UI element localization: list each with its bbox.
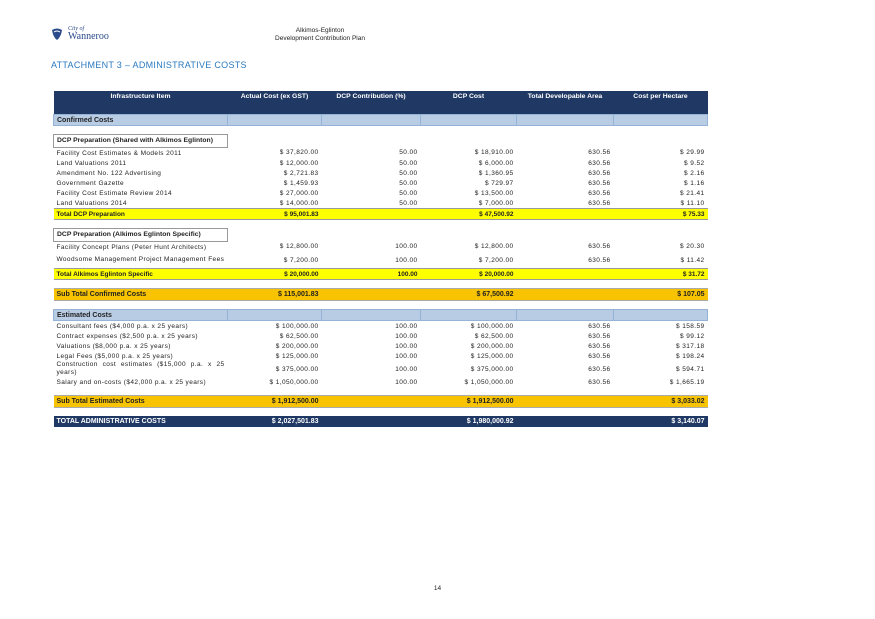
empty-cell	[421, 408, 517, 417]
empty-cell	[228, 387, 322, 396]
table-cell: Actual Cost (ex GST)	[240, 93, 309, 100]
empty-cell	[421, 229, 517, 242]
empty-cell	[322, 280, 421, 289]
spacer-row	[54, 408, 708, 417]
table-row	[54, 188, 708, 198]
admin-costs-table	[53, 91, 708, 427]
table-cell: Facility Cost Estimates & Models 2011	[56, 149, 182, 157]
table-cell: 630.56	[588, 378, 611, 386]
table-cell: Sub Total Confirmed Costs	[54, 289, 228, 301]
table-cell	[322, 289, 421, 301]
table-cell	[517, 289, 614, 301]
table-cell: $ 594.71	[675, 365, 705, 373]
empty-cell	[614, 387, 708, 396]
table-cell	[322, 416, 421, 427]
table-row	[54, 198, 708, 209]
table-cell: $ 107.05	[614, 289, 708, 301]
table-cell: 630.56	[588, 352, 611, 360]
empty-cell	[614, 408, 708, 417]
table-cell: 50.00	[399, 149, 418, 157]
table-cell: $ 1,050,000.00	[464, 378, 514, 386]
empty-cell	[54, 301, 228, 310]
col-header	[228, 91, 322, 115]
table-cell: $ 1,980,000.92	[421, 416, 517, 427]
table-cell: $ 3,140.07	[614, 416, 708, 427]
table-cell: $ 67,500.92	[421, 289, 517, 301]
table-row	[54, 351, 708, 361]
table-cell: $ 62,500.00	[474, 332, 514, 340]
table-cell: 630.56	[588, 243, 611, 251]
grand-total-row	[54, 416, 708, 427]
empty-cell	[614, 280, 708, 289]
city-crest-icon	[50, 27, 64, 41]
table-cell: 50.00	[399, 169, 418, 177]
table-cell: $ 1,050,000.00	[269, 378, 319, 386]
table-cell: $ 1.16	[684, 179, 705, 187]
table-cell: $ 21.41	[680, 189, 705, 197]
table-cell: $ 2,027,501.83	[228, 416, 322, 427]
table-cell: 50.00	[399, 159, 418, 167]
table-row	[54, 158, 708, 168]
empty-cell	[517, 387, 614, 396]
table-cell: $ 317.18	[675, 342, 705, 350]
empty-cell	[322, 126, 421, 135]
empty-cell	[228, 126, 322, 135]
table-row	[54, 252, 708, 269]
table-cell: $ 11.42	[680, 256, 705, 264]
table-cell: Legal Fees ($5,000 p.a. x 25 years)	[56, 352, 174, 360]
table-cell: $ 37,820.00	[279, 149, 319, 157]
table-cell: $ 95,001.83	[228, 209, 322, 220]
table-cell: TOTAL ADMINISTRATIVE COSTS	[54, 416, 228, 427]
empty-cell	[614, 126, 708, 135]
empty-cell	[517, 220, 614, 229]
empty-cell	[228, 301, 322, 310]
empty-cell	[517, 408, 614, 417]
doc-title: Alkimos-Eglinton	[295, 27, 345, 34]
table-cell: $ 1,912,500.00	[228, 396, 322, 408]
empty-cell	[517, 135, 614, 148]
group-heading-row	[54, 229, 708, 242]
table-cell: Land Valuations 2014	[56, 199, 127, 207]
spacer-row	[54, 280, 708, 289]
table-cell: $ 29.99	[680, 149, 705, 157]
table-cell: $ 115,001.83	[228, 289, 322, 301]
table-cell: Sub Total Estimated Costs	[54, 396, 228, 408]
total-row	[54, 269, 708, 280]
table-cell: $ 729.97	[484, 179, 514, 187]
empty-cell	[614, 220, 708, 229]
table-cell	[322, 209, 421, 220]
subtotal-row	[54, 396, 708, 408]
empty-cell	[421, 301, 517, 310]
table-cell: 100.00	[395, 332, 418, 340]
table-cell: $ 11.10	[680, 199, 705, 207]
spacer-row	[54, 126, 708, 135]
table-cell: Valuations ($8,000 p.a. x 25 years)	[56, 342, 171, 350]
empty-cell	[517, 126, 614, 135]
table-cell: 630.56	[588, 365, 611, 373]
table-cell: $ 12,800.00	[474, 243, 514, 251]
table-cell: $ 13,500.00	[474, 189, 514, 197]
empty-cell	[322, 229, 421, 242]
table-cell: 50.00	[399, 199, 418, 207]
table-cell: $ 200,000.00	[275, 342, 319, 350]
table-cell: $ 31.72	[614, 269, 708, 280]
logo-line1: City of	[68, 26, 85, 32]
table-cell: $ 20.30	[680, 243, 705, 251]
empty-cell	[421, 115, 517, 126]
empty-cell	[322, 408, 421, 417]
table-cell: 630.56	[588, 342, 611, 350]
empty-cell	[614, 135, 708, 148]
table-cell: $ 6,000.00	[478, 159, 514, 167]
empty-cell	[421, 220, 517, 229]
table-cell: $ 2.16	[684, 169, 705, 177]
table-cell: 630.56	[588, 159, 611, 167]
col-header: DCP Cost	[421, 91, 517, 115]
empty-cell	[54, 387, 228, 396]
table-cell: $ 47,500.92	[421, 209, 517, 220]
table-row	[54, 331, 708, 341]
table-cell: $ 1,360.95	[478, 169, 514, 177]
table-cell: $ 1,912,500.00	[421, 396, 517, 408]
empty-cell	[322, 301, 421, 310]
empty-cell	[54, 408, 228, 417]
table-cell: 630.56	[588, 332, 611, 340]
empty-cell	[614, 301, 708, 310]
col-header: Cost per Hectare	[614, 91, 708, 115]
empty-cell	[517, 229, 614, 242]
empty-cell	[54, 126, 228, 135]
section-row	[54, 310, 708, 321]
table-cell: 630.56	[588, 322, 611, 330]
subtotal-row	[54, 289, 708, 301]
table-row	[54, 377, 708, 387]
table-cell: Facility Concept Plans (Peter Hunt Architects)	[56, 243, 207, 251]
city-logo	[50, 26, 109, 42]
section-row	[54, 115, 708, 126]
empty-cell	[322, 387, 421, 396]
empty-cell	[517, 280, 614, 289]
table-cell	[322, 396, 421, 408]
table-cell	[517, 209, 614, 220]
table-cell: $ 125,000.00	[470, 352, 514, 360]
table-cell: $ 99.12	[680, 332, 705, 340]
empty-cell	[322, 220, 421, 229]
empty-cell	[322, 115, 421, 126]
table-cell: 630.56	[588, 169, 611, 177]
total-row	[54, 209, 708, 220]
table-cell: $ 20,000.00	[228, 269, 322, 280]
doc-header	[250, 27, 390, 43]
table-cell: $ 9.52	[684, 159, 705, 167]
empty-cell	[421, 280, 517, 289]
table-cell: $ 1,459.93	[283, 179, 319, 187]
table-cell: $ 2,721.83	[283, 169, 319, 177]
table-cell: $ 18,910.00	[474, 149, 514, 157]
empty-cell	[322, 310, 421, 321]
group-heading: DCP Preparation (Alkimos Eglinton Specific)	[54, 229, 228, 242]
empty-cell	[517, 301, 614, 310]
attachment-title: ATTACHMENT 3 – ADMINISTRATIVE COSTS	[51, 60, 247, 70]
empty-cell	[228, 229, 322, 242]
table-cell: $ 12,000.00	[279, 159, 319, 167]
doc-subtitle: Development Contribution Plan	[275, 35, 365, 42]
table-cell: 100.00	[395, 365, 418, 373]
table-cell: $ 27,000.00	[279, 189, 319, 197]
table-cell: $ 7,200.00	[478, 256, 514, 264]
page-number: 14	[433, 585, 442, 592]
empty-cell	[421, 135, 517, 148]
table-cell: 630.56	[588, 149, 611, 157]
empty-cell	[54, 280, 228, 289]
group-heading-row	[54, 135, 708, 148]
section-label: Confirmed Costs	[54, 115, 228, 126]
spacer-row	[54, 220, 708, 229]
table-cell: $ 100,000.00	[470, 322, 514, 330]
table-cell: $ 198.24	[675, 352, 705, 360]
table-cell: $ 158.59	[675, 322, 705, 330]
empty-cell	[421, 310, 517, 321]
table-cell: Woodsome Management Project Management Fees	[56, 256, 225, 263]
table-cell: 100.00	[395, 378, 418, 386]
table-cell: 100.00	[322, 269, 421, 280]
table-row	[54, 321, 708, 332]
table-cell: $ 100,000.00	[275, 322, 319, 330]
empty-cell	[228, 408, 322, 417]
table-cell: $ 7,200.00	[283, 256, 319, 264]
table-row	[54, 178, 708, 188]
table-cell: $ 125,000.00	[275, 352, 319, 360]
logo-line2: Wanneroo	[68, 31, 109, 42]
section-label: Estimated Costs	[54, 310, 228, 321]
table-cell: 100.00	[395, 256, 418, 264]
table-cell: 50.00	[399, 189, 418, 197]
table-cell: 630.56	[588, 189, 611, 197]
table-header-row	[54, 91, 708, 115]
table-cell: $ 62,500.00	[279, 332, 319, 340]
empty-cell	[322, 135, 421, 148]
empty-cell	[614, 229, 708, 242]
table-cell: $ 20,000.00	[421, 269, 517, 280]
table-cell: Amendment No. 122 Advertising	[56, 169, 162, 177]
table-cell: 630.56	[588, 199, 611, 207]
table-cell: $ 12,800.00	[279, 243, 319, 251]
table-row	[54, 341, 708, 351]
table-cell: 100.00	[395, 322, 418, 330]
table-cell: 630.56	[588, 179, 611, 187]
col-header: Infrastructure Item	[54, 91, 228, 115]
group-heading: DCP Preparation (Shared with Alkimos Eglinton)	[54, 135, 228, 148]
table-cell: Government Gazette	[56, 179, 125, 187]
table-cell: $ 7,000.00	[478, 199, 514, 207]
col-header: Total Developable Area	[517, 91, 614, 115]
table-cell	[517, 416, 614, 427]
empty-cell	[517, 115, 614, 126]
table-cell: $ 375,000.00	[275, 365, 319, 373]
table-cell: Land Valuations 2011	[56, 159, 127, 167]
empty-cell	[614, 310, 708, 321]
table-cell: Total Alkimos Eglinton Specific	[54, 269, 228, 280]
table-cell: 100.00	[395, 243, 418, 251]
table-cell: Total DCP Preparation	[54, 209, 228, 220]
empty-cell	[614, 115, 708, 126]
table-cell: Contract expenses ($2,500 p.a. x 25 years)	[56, 332, 198, 340]
table-cell: $ 375,000.00	[470, 365, 514, 373]
empty-cell	[228, 220, 322, 229]
empty-cell	[517, 310, 614, 321]
table-cell: Salary and on-costs ($42,000 p.a. x 25 years)	[56, 378, 207, 386]
table-cell: Facility Cost Estimate Review 2014	[56, 189, 172, 197]
table-cell: Consultant fees ($4,000 p.a. x 25 years)	[56, 322, 189, 330]
table-cell: 100.00	[395, 342, 418, 350]
table-cell: 50.00	[399, 179, 418, 187]
col-header: DCP Contribution (%)	[322, 91, 421, 115]
spacer-row	[54, 301, 708, 310]
empty-cell	[228, 280, 322, 289]
empty-cell	[421, 387, 517, 396]
table-row	[54, 168, 708, 178]
empty-cell	[228, 135, 322, 148]
empty-cell	[228, 310, 322, 321]
table-cell: $ 14,000.00	[279, 199, 319, 207]
table-row	[54, 242, 708, 253]
table-row	[54, 148, 708, 159]
table-cell: $ 75.33	[614, 209, 708, 220]
table-cell	[517, 396, 614, 408]
table-row	[54, 361, 708, 377]
table-cell: 100.00	[395, 352, 418, 360]
table-cell: $ 200,000.00	[470, 342, 514, 350]
table-cell: $ 1,665.19	[669, 378, 705, 386]
table-cell: $ 3,033.02	[614, 396, 708, 408]
table-cell	[517, 269, 614, 280]
table-cell: Construction cost estimates ($15,000 p.a. x 25 years)	[56, 361, 225, 376]
empty-cell	[228, 115, 322, 126]
spacer-row	[54, 387, 708, 396]
table-cell: 630.56	[588, 256, 611, 264]
empty-cell	[421, 126, 517, 135]
empty-cell	[54, 220, 228, 229]
